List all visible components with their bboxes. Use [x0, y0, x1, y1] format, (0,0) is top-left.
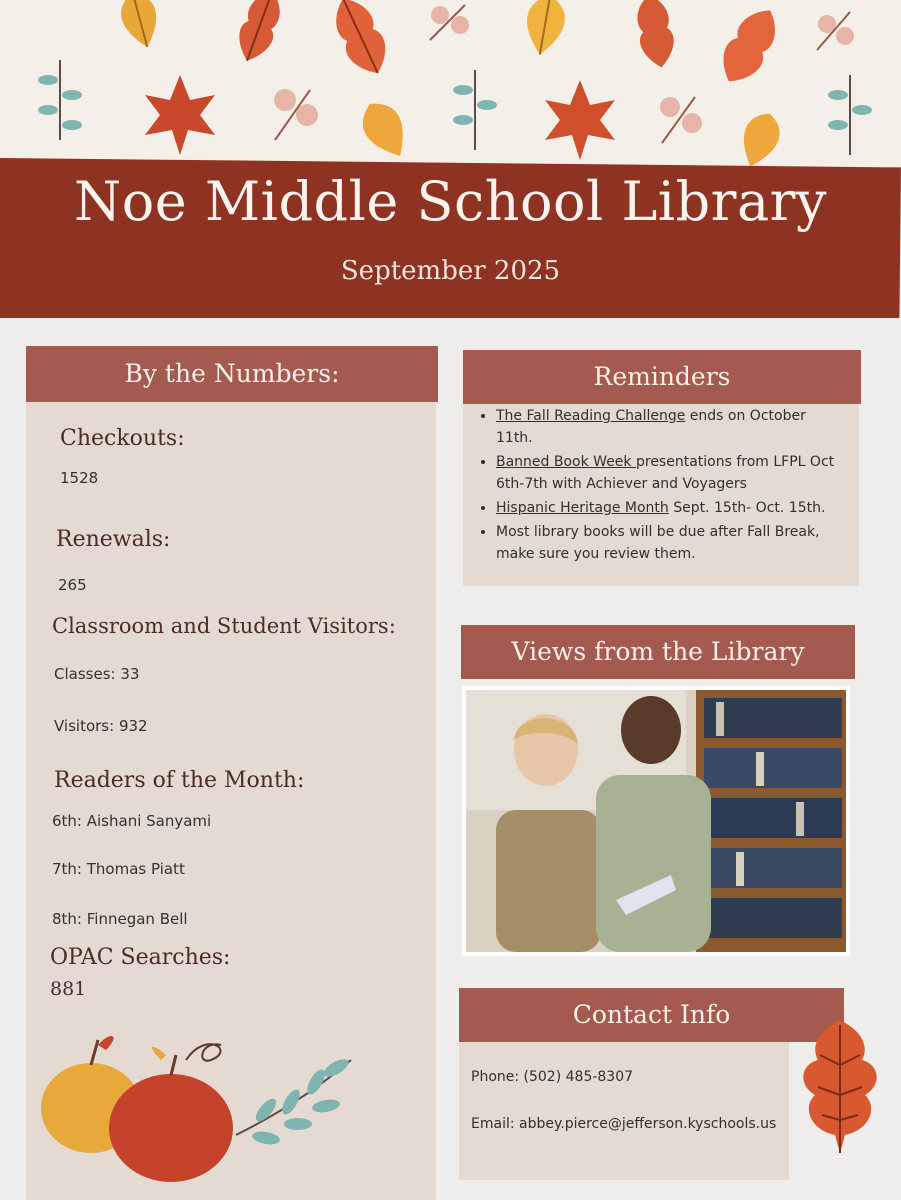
teal-branch-icon [236, 1056, 351, 1147]
orange-leaf-icon [734, 108, 786, 170]
reader-7th: 7th: Thomas Piatt [52, 860, 185, 878]
visitors-label: Classroom and Student Visitors: [52, 614, 396, 638]
apples-illustration [36, 1020, 366, 1190]
reminder-text: presentations from LFPL Oct 6th-7th with Achiever and Voyagers [496, 454, 835, 492]
reminders-list [476, 405, 846, 567]
renewals-label: Renewals: [56, 527, 171, 552]
bookshelf-icon [696, 690, 846, 952]
page-title: Noe Middle School Library [74, 170, 827, 233]
red-oak-leaf-icon [231, 0, 288, 66]
page-subtitle: September 2025 [340, 256, 561, 286]
views-heading: Views from the Library [461, 625, 855, 679]
reminder-item [496, 405, 846, 449]
contact-panel [459, 1030, 789, 1180]
opac-value: 881 [50, 978, 87, 1000]
orange-leaf-icon [116, 0, 164, 52]
reminder-item [496, 521, 846, 565]
renewals-value: 265 [58, 576, 87, 594]
orange-leaf-icon [521, 0, 568, 58]
numbers-heading: By the Numbers: [26, 346, 438, 402]
banned-book-week-link[interactable]: Banned Book Week [496, 454, 636, 470]
checkouts-label: Checkouts: [60, 426, 185, 451]
checkouts-value: 1528 [60, 469, 99, 487]
students-photo-illustration [466, 690, 846, 952]
orange-leaf-icon [354, 95, 417, 166]
maple-leaf-icon [145, 75, 215, 155]
readers-label: Readers of the Month: [54, 768, 305, 793]
reader-8th: 8th: Finnegan Bell [52, 910, 188, 928]
teal-sprig-icon [38, 60, 82, 140]
maple-leaf-icon [545, 80, 615, 160]
reminder-item [496, 451, 846, 495]
teal-sprig-icon [453, 70, 497, 150]
reminder-text: Sept. 15th- Oct. 15th. [668, 500, 826, 516]
reminder-text: Most library books will be due after Fall Break, make sure you review them. [496, 524, 820, 562]
reminders-heading: Reminders [463, 350, 861, 404]
visitors-value: Visitors: 932 [54, 717, 148, 735]
pink-sprig-icon [430, 5, 469, 40]
reminder-item [496, 497, 846, 519]
pink-sprig-icon [660, 97, 702, 143]
red-apple-icon [109, 1044, 233, 1182]
hispanic-heritage-month-link[interactable]: Hispanic Heritage Month [496, 500, 669, 516]
pink-sprig-icon [274, 89, 318, 140]
pink-sprig-icon [817, 12, 854, 50]
reader-6th: 6th: Aishani Sanyami [52, 812, 212, 830]
red-oak-leaf-icon [325, 0, 395, 81]
contact-phone[interactable]: Phone: (502) 485-8307 [471, 1069, 634, 1085]
opac-label: OPAC Searches: [50, 945, 231, 970]
reminder-text: ends on October 11th. [496, 408, 806, 446]
oak-leaf-icon [790, 1015, 890, 1155]
autumn-leaf-pattern [0, 0, 901, 170]
classes-value: Classes: 33 [54, 665, 140, 683]
teal-sprig-icon [828, 75, 872, 155]
red-oak-leaf-icon [632, 0, 678, 70]
fall-reading-challenge-link[interactable]: The Fall Reading Challenge [496, 408, 686, 424]
red-oak-leaf-icon [712, 1, 787, 92]
contact-email[interactable]: Email: abbey.pierce@jefferson.kyschools.us [471, 1116, 777, 1132]
library-photo [462, 686, 850, 956]
contact-heading: Contact Info [459, 988, 844, 1042]
